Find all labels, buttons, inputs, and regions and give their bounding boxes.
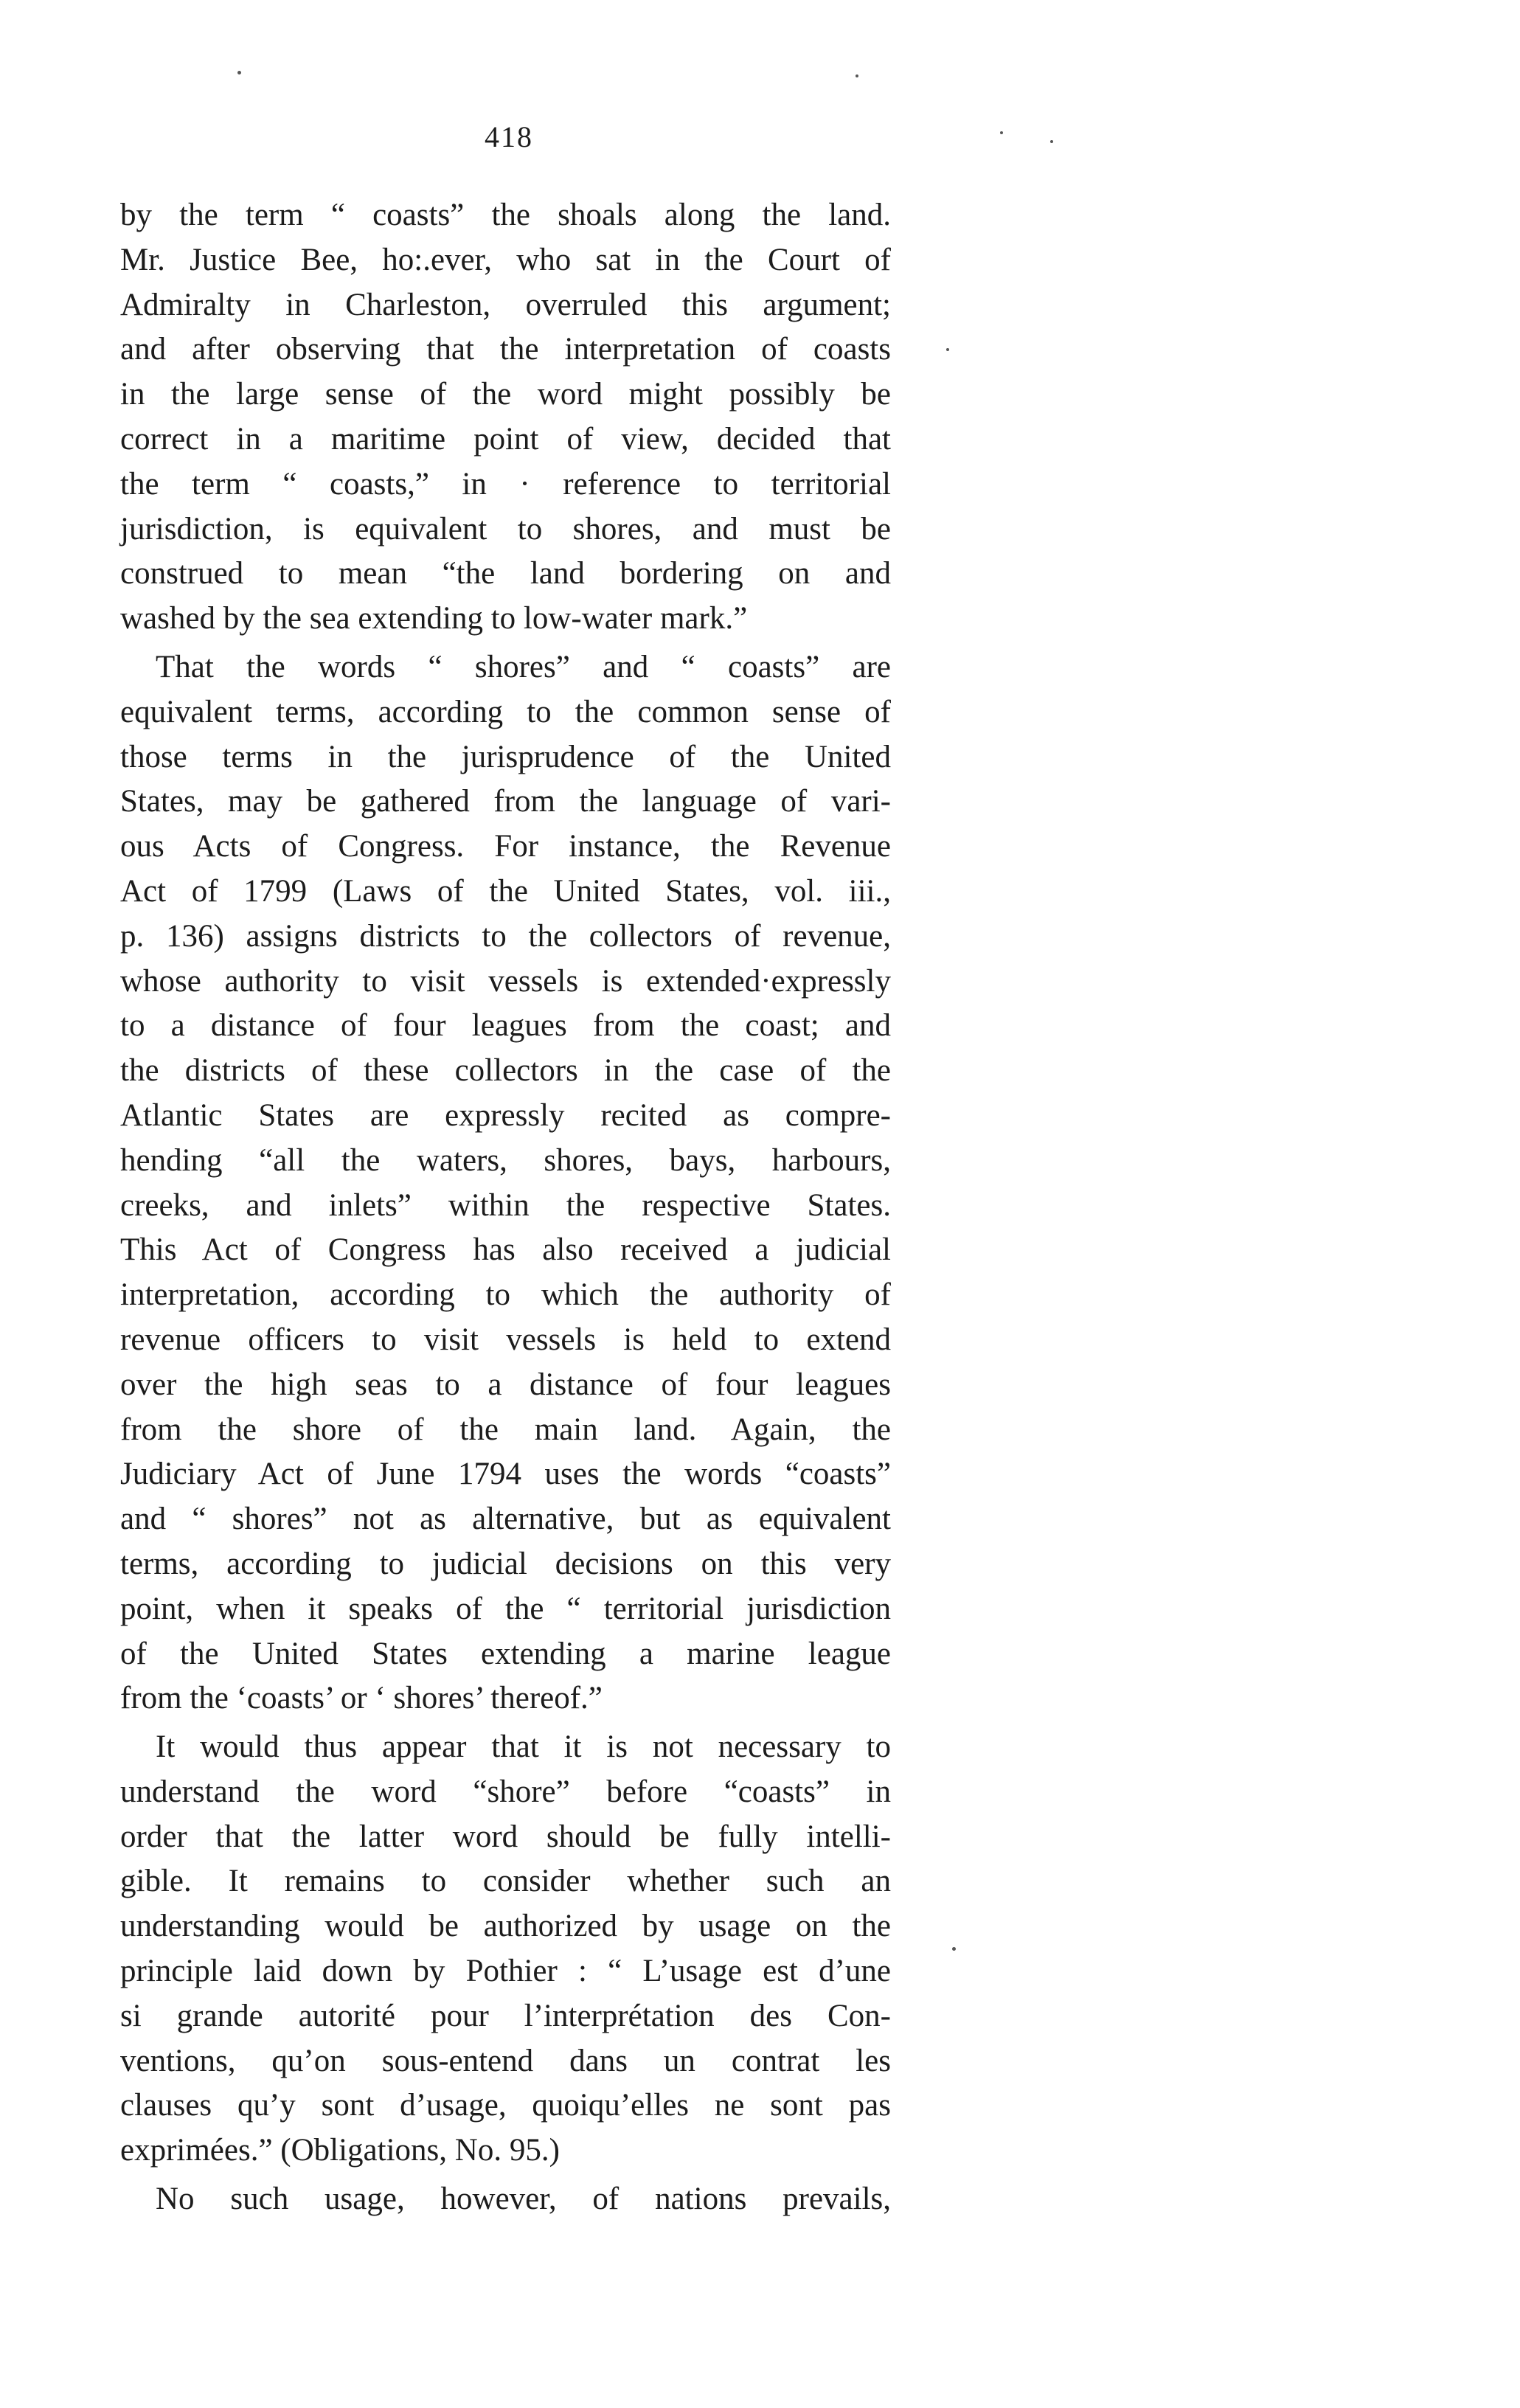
text-line: understanding would be authorized by usage on the: [120, 1909, 891, 1944]
text-line: hending “all the waters, shores, bays, harbours,: [120, 1142, 891, 1178]
scan-speck: [1000, 131, 1003, 134]
scan-speck: [237, 71, 241, 74]
text-line: Act of 1799 (Laws of the United States, vol. iii.,: [120, 873, 891, 909]
text-line: understand the word “shore” before “coasts” in: [120, 1774, 891, 1809]
text-line: by the term “ coasts” the shoals along the land.: [120, 198, 891, 232]
text-line: the term “ coasts,” in · reference to territorial: [120, 466, 891, 502]
text-line: ventions, qu’on sous-entend dans un contrat les: [120, 2043, 891, 2078]
text-line: over the high seas to a distance of four leagues: [120, 1367, 891, 1402]
text-line: interpretation, according to which the authority of: [120, 1277, 891, 1313]
text-line: correct in a maritime point of view, decided that: [120, 421, 891, 457]
text-line: principle laid down by Pothier : “ L’usage est d’une: [120, 1954, 891, 1989]
text-line: of the United States extending a marine league: [120, 1636, 891, 1671]
scan-speck: [946, 348, 949, 351]
text-line: gible. It remains to consider whether such an: [120, 1864, 891, 1899]
text-line: those terms in the jurisprudence of the United: [120, 739, 891, 774]
text-line: equivalent terms, according to the common sense of: [120, 694, 891, 729]
text-line: point, when it speaks of the “ territorial jurisdiction: [120, 1591, 891, 1626]
text-line: to a distance of four leagues from the coast; and: [120, 1008, 891, 1044]
text-line: Mr. Justice Bee, ho:.ever, who sat in the Court of: [120, 242, 891, 277]
text-line: terms, according to judicial decisions on this very: [120, 1546, 891, 1581]
text-line: the districts of these collectors in the case of the: [120, 1053, 891, 1089]
text-line: Atlantic States are expressly recited as compre-: [120, 1097, 891, 1133]
text-line: from the ‘coasts’ or ‘ shores’ thereof.”: [120, 1681, 603, 1716]
text-line: It would thus appear that it is not necessary to: [156, 1729, 891, 1765]
text-line: States, may be gathered from the language of vari-: [120, 784, 891, 819]
text-line: That the words “ shores” and “ coasts” are: [156, 649, 891, 684]
text-line: si grande autorité pour l’interprétation des Con-: [120, 1998, 891, 2033]
text-line: Admiralty in Charleston, overruled this argument;: [120, 287, 891, 322]
text-line: No such usage, however, of nations prevails,: [156, 2182, 891, 2217]
text-line: This Act of Congress has also received a judicial: [120, 1232, 891, 1268]
text-line: revenue officers to visit vessels is held to extend: [120, 1322, 891, 1357]
text-line: washed by the sea extending to low-water mark.”: [120, 601, 748, 636]
text-line: exprimées.” (Obligations, No. 95.): [120, 2133, 560, 2168]
text-line: creeks, and inlets” within the respective States.: [120, 1187, 891, 1223]
scan-speck: [952, 1947, 956, 1951]
text-line: and “ shores” not as alternative, but as equivalent: [120, 1502, 891, 1537]
text-line: Judiciary Act of June 1794 uses the words “coasts”: [120, 1457, 891, 1492]
text-line: and after observing that the interpretation of coasts: [120, 332, 891, 367]
scan-speck: [1050, 140, 1053, 143]
text-line: construed to mean “the land bordering on and: [120, 556, 891, 591]
text-line: from the shore of the main land. Again, the: [120, 1412, 891, 1447]
text-line: in the large sense of the word might possibly be: [120, 377, 891, 412]
text-line: clauses qu’y sont d’usage, quoiqu’elles ne sont pas: [120, 2088, 891, 2123]
text-line: order that the latter word should be fully intelli-: [120, 1819, 891, 1854]
text-line: whose authority to visit vessels is extended·expressly: [120, 963, 891, 999]
page-number: 418: [485, 120, 533, 153]
text-line: jurisdiction, is equivalent to shores, and must be: [120, 511, 891, 547]
text-line: ous Acts of Congress. For instance, the Revenue: [120, 829, 891, 864]
text-line: p. 136) assigns districts to the collectors of revenue,: [120, 918, 891, 954]
body-text: [120, 193, 891, 2222]
scan-speck: [856, 74, 858, 77]
